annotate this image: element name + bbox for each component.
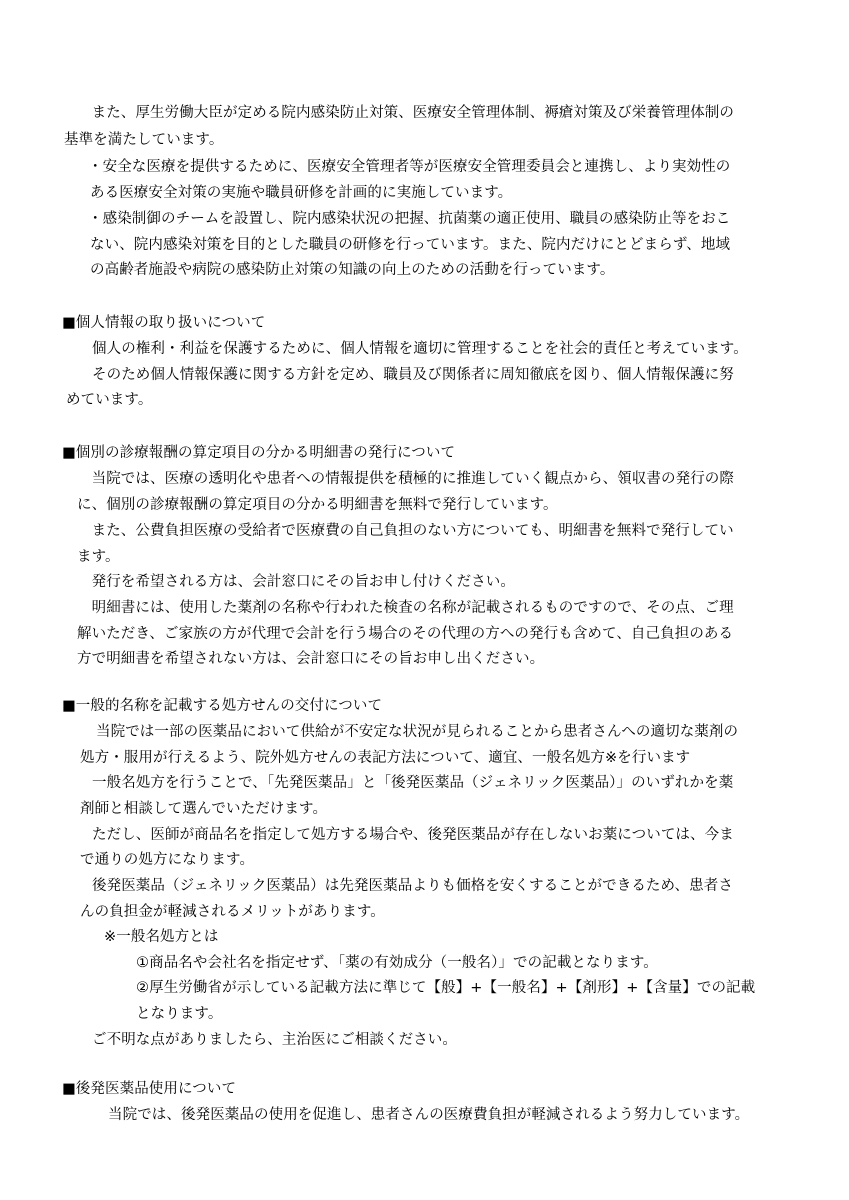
section-heading-generic-rx: ■一般的名称を記載する処方せんの交付について — [62, 698, 383, 714]
statement-line: 発行を希望される方は、会計窓口にその旨お申し付けください。 — [77, 574, 515, 590]
generic-rx-line: 当院では一部の医薬品において供給が不安定な状況が見られることから患者さんへの適切な薬剤の — [96, 724, 739, 740]
section-heading-privacy: ■個人情報の取り扱いについて — [62, 315, 266, 331]
privacy-line: 個人の権利・利益を保護するために、個人情報を適切に管理することを社会的責任と考えています。 — [92, 341, 748, 357]
generic-rx-note-item: ②厚生労働省が示している記載方法に準じて【般】+【一般名】+【剤形】+【含量】での記載 — [136, 980, 756, 996]
intro-bullet-line: の高齢者施設や病院の感染防止対策の知識の向上のための活動を行っています。 — [90, 262, 615, 278]
generic-rx-note-item: となります。 — [136, 1006, 223, 1022]
generic-rx-line: ただし、医師が商品名を指定して処方する場合や、後発医薬品が存在しないお薬については、今ま — [92, 827, 734, 843]
intro-bullet-line: ある医療安全対策の実施や職員研修を計画的に実施しています。 — [90, 185, 513, 201]
generic-rx-closing: ご不明な点がありましたら、主治医にご相談ください。 — [92, 1032, 457, 1048]
section-heading-generic-use: ■後発医薬品使用について — [62, 1081, 237, 1097]
statement-line: に、個別の診療報酬の算定項目の分かる明細書を無料で発行しています。 — [77, 497, 558, 513]
generic-rx-line: んの負担金が軽減されるメリットがあります。 — [80, 904, 385, 920]
privacy-line: めています。 — [66, 392, 153, 408]
intro-paragraph-line: また、厚生労働大臣が定める院内感染防止対策、医療安全管理体制、褥瘡対策及び栄養管理体制の — [77, 105, 734, 121]
generic-rx-line: 一般名処方を行うことで、「先発医薬品」と「後発医薬品（ジェネリック医薬品）」のいずれかを薬 — [92, 775, 734, 791]
intro-bullet-line: ・感染制御のチームを設置し、院内感染状況の把握、抗菌薬の適正使用、職員の感染防止等をおこ — [88, 211, 731, 227]
statement-line: 方で明細書を希望されない方は、会計窓口にその旨お申し出ください。 — [77, 651, 545, 667]
generic-rx-line: 剤師と相談して選んでいただけます。 — [80, 801, 328, 817]
statement-line: ます。 — [77, 549, 120, 565]
privacy-line: そのため個人情報保護に関する方針を定め、職員及び関係者に周知徹底を図り、個人情報保護に努 — [92, 367, 734, 383]
statement-line: 明細書には、使用した薬剤の名称や行われた検査の名称が記載されるものですので、その点、ご理 — [77, 600, 734, 616]
generic-rx-line: 処方・服用が行えるよう、院外処方せんの表記方法について、適宜、一般名処方※を行います — [80, 750, 691, 766]
generic-rx-note-title: ※一般名処方とは — [104, 929, 219, 945]
intro-bullet-line: ・安全な医療を提供するために、医療安全管理者等が医療安全管理委員会と連携し、より実効性の — [88, 159, 731, 175]
section-heading-statement: ■個別の診療報酬の算定項目の分かる明細書の発行について — [62, 445, 456, 461]
generic-rx-note-item: ①商品名や会社名を指定せず、「薬の有効成分（一般名）」での記載となります。 — [136, 955, 658, 971]
statement-line: 解いただき、ご家族の方が代理で会計を行う場合のその代理の方への発行も含めて、自己負担のある — [77, 626, 734, 642]
intro-paragraph-line: 基準を満たしています。 — [64, 132, 224, 148]
statement-line: また、公費負担医療の受給者で医療費の自己負担のない方についても、明細書を無料で発行してい — [77, 523, 734, 539]
statement-line: 当院では、医療の透明化や患者への情報提供を積極的に推進していく観点から、領収書の発行の際 — [77, 471, 734, 487]
generic-rx-line: 後発医薬品（ジェネリック医薬品）は先発医薬品よりも価格を安くすることができるため、患者さ — [92, 878, 733, 894]
generic-use-text: 当院では、後発医薬品の使用を促進し、患者さんの医療費負担が軽減されるよう努力しています。 — [108, 1107, 750, 1123]
intro-bullet-line: ない、院内感染対策を目的とした職員の研修を行っています。また、院内だけにとどまらず、地域 — [90, 237, 731, 253]
generic-rx-line: で通りの処方になります。 — [80, 852, 255, 868]
